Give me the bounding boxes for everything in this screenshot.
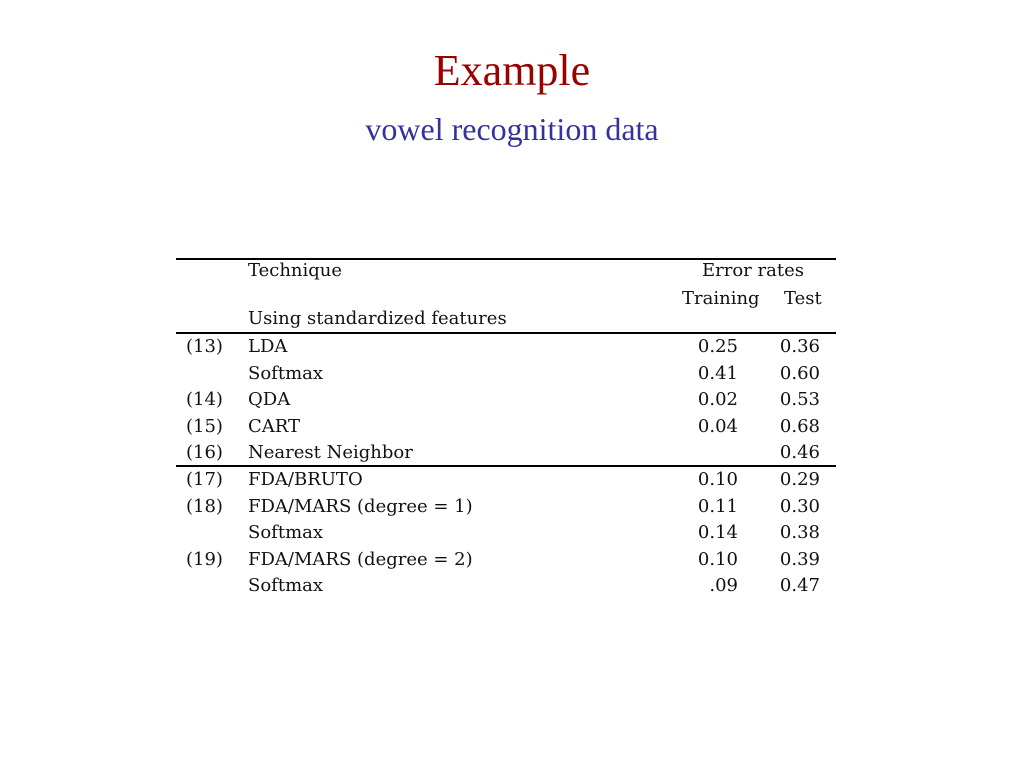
row-number: (16) — [186, 442, 223, 463]
slide-subtitle: vowel recognition data — [365, 111, 659, 147]
row-training-error: 0.25 — [697, 336, 738, 357]
row-technique: FDA/MARS (degree = 2) — [248, 549, 473, 570]
header-test: Test — [784, 288, 822, 309]
row-number: (15) — [186, 416, 223, 437]
row-test-error: 0.60 — [779, 363, 820, 384]
row-test-error: 0.47 — [779, 575, 820, 596]
row-test-error: 0.38 — [779, 522, 820, 543]
row-technique: QDA — [248, 389, 291, 410]
row-number: (17) — [186, 469, 223, 490]
row-test-error: 0.68 — [779, 416, 820, 437]
slide-title: Example — [433, 46, 591, 95]
header-section: Using standardized features — [248, 308, 507, 329]
table-mid-rule — [176, 465, 836, 467]
row-training-error: 0.10 — [697, 469, 738, 490]
row-technique: LDA — [248, 336, 288, 357]
header-training: Training — [682, 288, 760, 309]
row-test-error: 0.39 — [779, 549, 820, 570]
row-training-error: .09 — [709, 575, 738, 596]
row-number: (13) — [186, 336, 223, 357]
row-technique: FDA/BRUTO — [248, 469, 363, 490]
row-training-error: 0.02 — [697, 389, 738, 410]
row-training-error: 0.04 — [697, 416, 738, 437]
row-number: (18) — [186, 496, 223, 517]
row-technique: Softmax — [248, 363, 324, 384]
row-test-error: 0.53 — [779, 389, 820, 410]
row-number: (14) — [186, 389, 223, 410]
row-training-error: 0.41 — [697, 363, 738, 384]
row-technique: Nearest Neighbor — [248, 442, 413, 463]
row-technique: Softmax — [248, 575, 324, 596]
table-header-rule — [176, 332, 836, 334]
row-technique: Softmax — [248, 522, 324, 543]
row-technique: CART — [248, 416, 301, 437]
row-training-error: 0.14 — [697, 522, 738, 543]
row-test-error: 0.29 — [779, 469, 820, 490]
row-technique: FDA/MARS (degree = 1) — [248, 496, 473, 517]
row-test-error: 0.30 — [779, 496, 820, 517]
row-test-error: 0.46 — [779, 442, 820, 463]
row-number: (19) — [186, 549, 223, 570]
row-training-error: 0.10 — [697, 549, 738, 570]
row-training-error: 0.11 — [697, 496, 738, 517]
header-technique: Technique — [248, 260, 343, 281]
header-error-rates: Error rates — [702, 260, 804, 281]
row-test-error: 0.36 — [779, 336, 820, 357]
